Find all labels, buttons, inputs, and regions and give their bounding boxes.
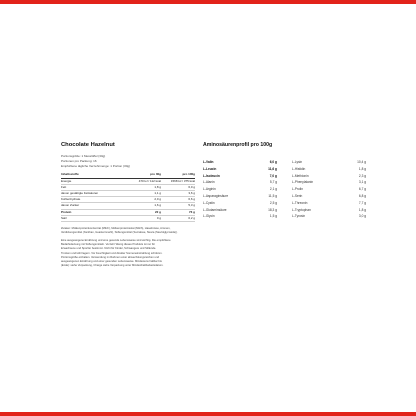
nutrient-label: Protein [61, 209, 127, 215]
value-per-100g: 6,6 g [161, 197, 195, 203]
amino-name: L-Cystin [203, 200, 215, 205]
amino-name: L-Threonin [292, 200, 308, 205]
amino-name: L-Tryptophan [292, 207, 311, 212]
nutrient-label: Energie [61, 178, 127, 184]
amino-value: 6,0 g [269, 160, 277, 164]
value-per-100g: 5,3 g [161, 203, 195, 209]
nutrition-table [61, 172, 195, 222]
ingredients-line: Erwachsene und Sportler bestimmt. Nicht für Kinder, Schwangere und Stillende. [61, 247, 157, 251]
value-per-100g: 3,6 g [161, 191, 195, 197]
amino-value: 11,6 g [268, 166, 277, 171]
amino-row [203, 213, 277, 220]
amino-value: 2,1 g [269, 187, 277, 192]
amino-row [292, 200, 366, 207]
header-ingredients: Inhaltsstoffe [61, 172, 127, 178]
amino-value: 2,3 g [358, 173, 366, 178]
amino-value: 1,8 g [358, 166, 366, 171]
amino-row [203, 200, 277, 207]
amino-row [203, 179, 277, 186]
ingredients-line: Verdickungsmittel (Xanthan, Guarkernmehl), Süßungsmittel (Sucralose, Stevia (Steviolglycoside)). [61, 231, 178, 235]
value-per-100g: 0,2 g [161, 215, 195, 221]
value-per-100g: 6,0 g [161, 184, 195, 190]
amino-name: L-Prolin [292, 187, 303, 192]
nutrition-row [61, 215, 195, 221]
nutrition-panel [61, 142, 195, 269]
ingredients-line: Eine ausgewogene Ernährung und eine gesunde Lebensweise sind wichtig. Die empfohlene [61, 238, 171, 242]
servings-per-pack: Portionen pro Packung: 16 [61, 158, 97, 163]
value-per-30g: 1,8 g [127, 184, 161, 190]
amino-row [203, 207, 277, 214]
amino-row [292, 213, 366, 220]
amino-value: 2,5 g [269, 200, 277, 205]
nutrient-label: Salz [61, 215, 127, 221]
amino-name: L-Glutaminsäure [203, 207, 227, 212]
nutrient-label: davon Zucker [61, 203, 127, 209]
serving-size: Portionsgröße: 1 Messlöffel (30g) [61, 154, 106, 158]
amino-name: L-Tyrosin [292, 214, 306, 219]
amino-name: L-Arginin [203, 187, 216, 192]
amino-value: 1,5 g [269, 214, 277, 219]
amino-row [292, 173, 366, 180]
value-per-30g: 470 kJ / 112 kcal [127, 178, 161, 184]
bottom-accent-bar [0, 412, 416, 416]
amino-name: L-Serin [292, 193, 303, 198]
amino-row [203, 166, 277, 173]
amino-column-left [203, 159, 277, 220]
top-accent-bar [0, 0, 416, 4]
ingredients-line: Bedarfsdeckung mit Süßungsmitteln. Verzehr Wenig dieses Produkts ist nur für [61, 242, 156, 246]
ingredients-text [61, 227, 197, 269]
value-per-100g: 73 g [161, 209, 195, 215]
amino-value: 10,4 g [357, 160, 366, 164]
amino-name: L-Glycin [203, 214, 215, 219]
amino-row [203, 173, 277, 180]
amino-column-right [292, 159, 366, 220]
recommended-intake: Empfohlene tägliche Verzehrmenge: 1 Portion (30g) [61, 163, 131, 168]
nutrition-table-body [61, 178, 195, 221]
header-per-30g: pro 30g [127, 172, 161, 178]
amino-title: Aminosäurenprofil pro 100g [203, 142, 273, 148]
value-per-30g: 0 g [127, 215, 161, 221]
value-per-100g: 1568 kJ / 375 kcal [161, 178, 195, 184]
amino-row [292, 186, 366, 193]
amino-name: L-Lysin [292, 160, 303, 164]
amino-row [292, 193, 366, 200]
amino-row [292, 179, 366, 186]
amino-value: 3,0 g [358, 214, 366, 219]
amino-value: 6,8 g [358, 193, 366, 198]
amino-name: L-Alanin [203, 180, 215, 185]
amino-value: 3,1 g [358, 180, 366, 185]
amino-name: L-Valin [203, 160, 214, 164]
serving-info [61, 154, 195, 168]
value-per-30g: 2,0 g [127, 197, 161, 203]
amino-row [203, 159, 277, 166]
amino-row [203, 186, 277, 193]
amino-value: 5,7 g [269, 180, 277, 185]
amino-panel [203, 142, 366, 220]
amino-name: L-Isoleucin [203, 173, 220, 178]
amino-value: 11,5 g [268, 193, 277, 198]
amino-value: 6,7 g [358, 187, 366, 192]
amino-name: L-Histidin [292, 166, 306, 171]
amino-value: 1,8 g [358, 207, 366, 212]
amino-value: 7,7 g [358, 200, 366, 205]
nutrient-label: davon gesättigte Fettsäuren [61, 191, 127, 197]
ingredients-line: (Ende): siehe Verpackung, Charge siehe Verpackung unter Mindesthaltbarkeitsdatum. [61, 264, 164, 268]
amino-name: L-Asparaginsäure [203, 193, 229, 198]
nutrient-label: Fett [61, 184, 127, 190]
ingredients-line: Portionsgröße einhalten. Verwendung im Rahmen einer abwechslungsreichen und [61, 255, 160, 259]
value-per-30g: 1,6 g [127, 203, 161, 209]
value-per-30g: 1,1 g [127, 191, 161, 197]
amino-row [292, 166, 366, 173]
ingredients-line: ausgewogenen Ernährung und einer gesunden Lebensweise. Mindestens haltbar bis [61, 260, 162, 264]
amino-row [203, 193, 277, 200]
value-per-30g: 22 g [127, 209, 161, 215]
amino-row [292, 207, 366, 214]
amino-row [292, 159, 366, 166]
ingredients-line: Trocken und kühl lagern. Vor Feuchtigkeit und direkter Sonneneinstrahlung schützen. [61, 251, 163, 255]
amino-name: L-Methionin [292, 173, 309, 178]
header-per-100g: pro 100g [161, 172, 195, 178]
amino-value: 7,0 g [269, 173, 277, 178]
amino-name: L-Phenylalanin [292, 180, 314, 185]
amino-name: L-Leucin [203, 166, 217, 171]
product-title: Chocolate Hazelnut [61, 142, 115, 148]
amino-value: 18,3 g [268, 207, 277, 212]
nutrient-label: Kohlenhydrate [61, 197, 127, 203]
ingredients-line: Zutaten: Molkenproteinkonzentrat (Milch), Molkenproteinisolat (Milch), Haselnüsse, Aromen, [61, 227, 171, 231]
